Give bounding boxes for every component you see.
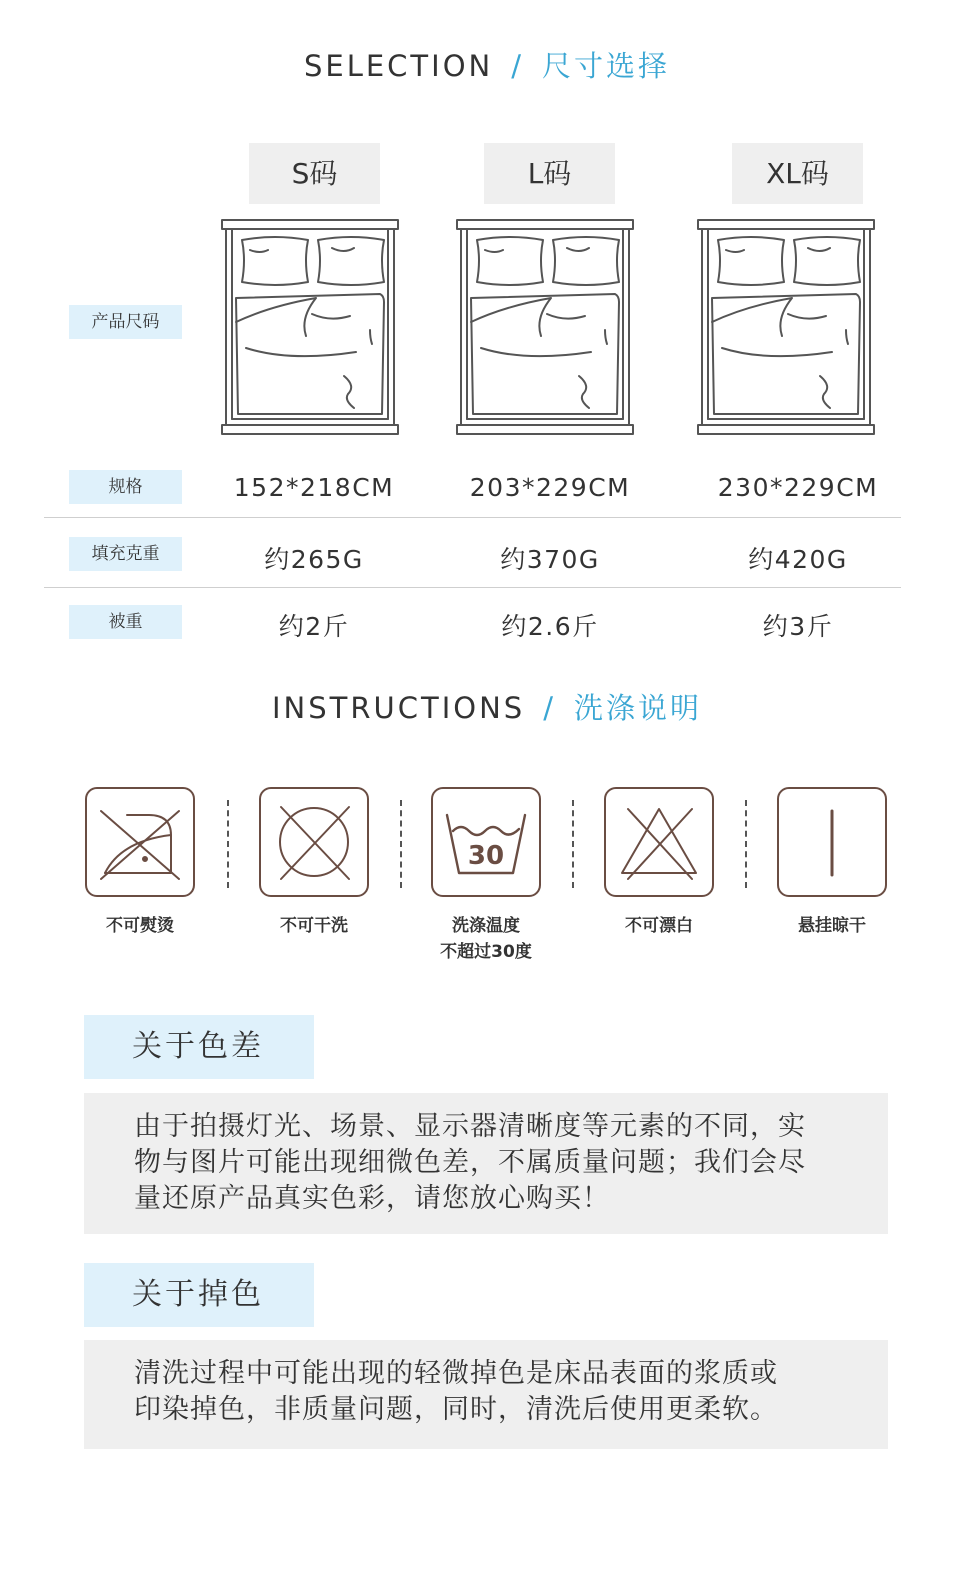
selection-title-en: SELECTION — [303, 49, 494, 83]
quilt-weight-s: 约2斤 — [278, 612, 350, 641]
note-fading-body — [84, 1340, 888, 1449]
wash-30-icon — [431, 787, 541, 897]
quilt-weight-l: 约2.6斤 — [501, 612, 599, 641]
selection-title-cn: 尺寸选择 — [542, 49, 671, 83]
hang-dry-label: 悬挂晾干 — [798, 916, 866, 936]
icon-divider — [400, 800, 402, 888]
size-tab-xl: XL码 — [732, 143, 863, 204]
title-slash: / — [511, 49, 524, 83]
row-divider — [44, 517, 901, 518]
no-dry-clean-label: 不可干洗 — [280, 916, 348, 936]
note-color-diff-body — [84, 1093, 888, 1234]
fill-weight-l: 约370G — [500, 545, 600, 574]
spec-s: 152*218CM — [233, 473, 395, 502]
bed-illustration-l — [455, 218, 635, 436]
hang-dry-icon — [777, 787, 887, 897]
icon-divider — [745, 800, 747, 888]
instructions-title-en: INSTRUCTIONS — [272, 691, 526, 725]
fill-weight-s: 约265G — [264, 545, 364, 574]
wash-temp-line2: 不超过30度 — [440, 942, 532, 962]
icon-divider — [227, 800, 229, 888]
fill-weight-xl: 约420G — [748, 545, 848, 574]
note-line: 清洗过程中可能出现的轻微掉色是床品表面的浆质或 — [134, 1358, 778, 1389]
note-line: 量还原产品真实色彩，请您放心购买！ — [134, 1183, 610, 1214]
quilt-weight-xl: 约3斤 — [762, 612, 834, 641]
wash-temp-label-text — [416, 913, 556, 965]
row-divider — [44, 587, 901, 588]
instructions-title — [0, 686, 974, 727]
instructions-title-cn: 洗涤说明 — [573, 691, 702, 725]
note-line: 物与图片可能出现细微色差，不属质量问题；我们会尽 — [134, 1147, 806, 1178]
no-iron-icon — [85, 787, 195, 897]
row-label-product-size: 产品尺码 — [69, 305, 182, 339]
no-dry-clean-icon — [259, 787, 369, 897]
note-line: 由于拍摄灯光、场景、显示器清晰度等元素的不同，实 — [134, 1111, 806, 1142]
bed-illustration-xl — [696, 218, 876, 436]
icon-divider — [572, 800, 574, 888]
size-tab-l: L码 — [484, 143, 615, 204]
note-color-diff-title: 关于色差 — [84, 1015, 314, 1079]
no-bleach-icon — [604, 787, 714, 897]
no-bleach-label: 不可漂白 — [625, 916, 693, 936]
bed-illustration-s — [220, 218, 400, 436]
row-label-spec: 规格 — [69, 470, 182, 504]
wash-temp-label: 30 — [467, 841, 505, 871]
note-line: 印染掉色，非质量问题，同时，清洗后使用更柔软。 — [134, 1394, 778, 1425]
size-tab-s: S码 — [249, 143, 380, 204]
selection-title — [0, 44, 974, 85]
title-slash: / — [543, 691, 556, 725]
row-label-fill-weight: 填充克重 — [69, 537, 182, 571]
note-fading-title: 关于掉色 — [84, 1263, 314, 1327]
spec-xl: 230*229CM — [717, 473, 879, 502]
row-label-quilt-weight: 被重 — [69, 605, 182, 639]
spec-l: 203*229CM — [469, 473, 631, 502]
wash-temp-line1: 洗涤温度 — [452, 916, 520, 936]
no-iron-label: 不可熨烫 — [106, 916, 174, 936]
